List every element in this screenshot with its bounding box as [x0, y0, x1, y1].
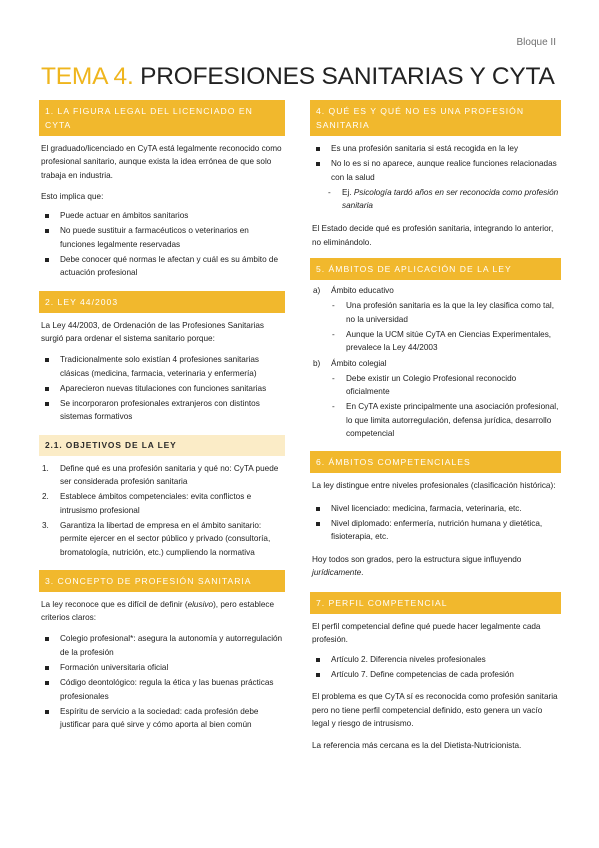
- list-item: - Aunque la UCM sitúe CyTA en Ciencias Experimentales, prevalece la Ley 44/2003: [328, 328, 561, 355]
- tema-label: TEMA 4.: [41, 63, 134, 90]
- section-header-1: 1. LA FIGURA LEGAL DEL LICENCIADO EN CYTA: [39, 100, 285, 136]
- right-column: [310, 100, 561, 753]
- list-item: Código deontológico: regula la ética y las buenas prácticas profesionales: [39, 676, 285, 703]
- section-header-3: 3. CONCEPTO DE PROFESIÓN SANITARIA: [39, 570, 285, 592]
- list-item: Formación universitaria oficial: [39, 661, 285, 674]
- list-item: Espíritu de servicio a la sociedad: cada profesión debe justificar para qué sirve y cómo aporta al bien común: [39, 705, 285, 732]
- list-item: Artículo 7. Define competencias de cada profesión: [310, 668, 561, 681]
- item-text: Ámbito colegial: [331, 358, 387, 368]
- list-item: - Ej. Psicología tardó años en ser reconocida como profesión sanitaria: [324, 186, 561, 213]
- lettered-list: [310, 284, 561, 297]
- list-item: Nivel licenciado: medicina, farmacia, veterinaria, etc.: [310, 502, 561, 515]
- section-header-6: 6. ÁMBITOS COMPETENCIALES: [310, 451, 561, 473]
- section-header-5: 5. ÁMBITOS DE APLICACIÓN DE LA LEY: [310, 258, 561, 280]
- subsection-header-2-1: 2.1. OBJETIVOS DE LA LEY: [39, 435, 285, 456]
- item-number: 3.: [42, 520, 49, 530]
- section-header-7: 7. PERFIL COMPETENCIAL: [310, 592, 561, 614]
- list-item: Tradicionalmente solo existían 4 profesiones sanitarias clásicas (medicina, farmacia, veterinaria y enfermería): [39, 353, 285, 380]
- paragraph: La referencia más cercana es la del Dietista-Nutricionista.: [312, 741, 522, 751]
- list-item: [39, 490, 285, 517]
- paragraph: La ley reconoce que es difícil de definir (elusivo), pero establece criterios claros:: [41, 599, 275, 623]
- paragraph: El problema es que CyTA sí es reconocida como profesión sanitaria pero no tiene perfil competencial definido, esto genera un vacío legal y riesgo de intrusismo.: [312, 692, 558, 728]
- item-text: Ámbito educativo: [331, 286, 394, 296]
- list-item: Colegio profesional*: asegura la autonomía y autorregulación de la profesión: [39, 632, 285, 659]
- list-item: Se incorporaron profesionales extranjeros con distintos sistemas formativos: [39, 397, 285, 424]
- page-title: [41, 63, 555, 91]
- list-item: [39, 519, 285, 559]
- dash-list: [328, 299, 561, 354]
- list-item: Debe conocer qué normas le afectan y cuál es su ámbito de actuación profesional: [39, 253, 285, 280]
- section-header-2: 2. LEY 44/2003: [39, 291, 285, 313]
- item-text: Garantiza la libertad de empresa en el ámbito sanitario: permite ejercer en el sector público y privado (consultoría, bromatología, nutrición, etc.) cumpliendo la normativa: [60, 520, 271, 557]
- item-letter: a): [313, 286, 321, 296]
- paragraph: Hoy todos son grados, pero la estructura sigue influyendo jurídicamente.: [312, 554, 522, 577]
- list-item: Puede actuar en ámbitos sanitarios: [39, 209, 285, 222]
- list-item: - Una profesión sanitaria es la que la ley clasifica como tal, no la universidad: [328, 299, 561, 326]
- bullet-list: [39, 209, 285, 279]
- list-item: No puede sustituir a farmacéuticos o veterinarios en funciones legalmente reservadas: [39, 224, 285, 251]
- item-text: Define qué es una profesión sanitaria y qué no: CyTA puede ser considerada profesión sanitaria: [60, 463, 279, 487]
- item-letter: b): [313, 358, 321, 368]
- item-number: 2.: [42, 492, 49, 502]
- list-item: [310, 357, 561, 370]
- tema-title: PROFESIONES SANITARIAS Y CYTA: [140, 63, 555, 90]
- list-item: [39, 462, 285, 489]
- bullet-list: [310, 502, 561, 544]
- bullet-list: [39, 632, 285, 731]
- paragraph: La ley distingue entre niveles profesionales (clasificación histórica):: [312, 481, 556, 491]
- paragraph: El Estado decide qué es profesión sanitaria, integrando lo anterior, no eliminándolo.: [312, 224, 554, 247]
- bullet-list: [310, 142, 561, 184]
- left-column: [39, 100, 285, 734]
- bullet-list: [39, 353, 285, 423]
- paragraph: El graduado/licenciado en CyTA está legalmente reconocido como profesional sanitario, aunque exista la idea errónea de que solo trabaja en industria.: [41, 144, 282, 180]
- section-header-4: 4. QUÉ ES Y QUÉ NO ES UNA PROFESIÓN SANITARIA: [310, 100, 561, 136]
- list-item: No lo es si no aparece, aunque realice funciones relacionadas con la salud: [310, 157, 561, 184]
- dash-list: [328, 372, 561, 440]
- dash-list: [324, 186, 561, 213]
- paragraph: El perfil competencial define qué puede hacer legalmente cada profesión.: [312, 622, 541, 645]
- list-item: - En CyTA existe principalmente una asociación profesional, lo que limita autorregulación, defensa jurídica, desarrollo competencial: [328, 400, 561, 440]
- paragraph: Esto implica que:: [41, 191, 104, 201]
- list-item: [310, 284, 561, 297]
- block-label: Bloque II: [516, 37, 556, 48]
- item-number: 1.: [42, 463, 49, 473]
- item-text: Establece ámbitos competenciales: evita conflictos e intrusismo profesional: [60, 492, 252, 515]
- paragraph: La Ley 44/2003, de Ordenación de las Profesiones Sanitarias surgió para ordenar el sistema sanitario porque:: [41, 320, 265, 343]
- list-item: Artículo 2. Diferencia niveles profesionales: [310, 653, 561, 666]
- list-item: - Debe existir un Colegio Profesional reconocido oficialmente: [328, 372, 561, 399]
- numbered-list: [39, 462, 285, 559]
- list-item: Es una profesión sanitaria si está recogida en la ley: [310, 142, 561, 155]
- list-item: Aparecieron nuevas titulaciones con funciones sanitarias: [39, 382, 285, 395]
- lettered-list: [310, 357, 561, 370]
- list-item: Nivel diplomado: enfermería, nutrición humana y dietética, fisioterapia, etc.: [310, 517, 561, 544]
- bullet-list: [310, 653, 561, 682]
